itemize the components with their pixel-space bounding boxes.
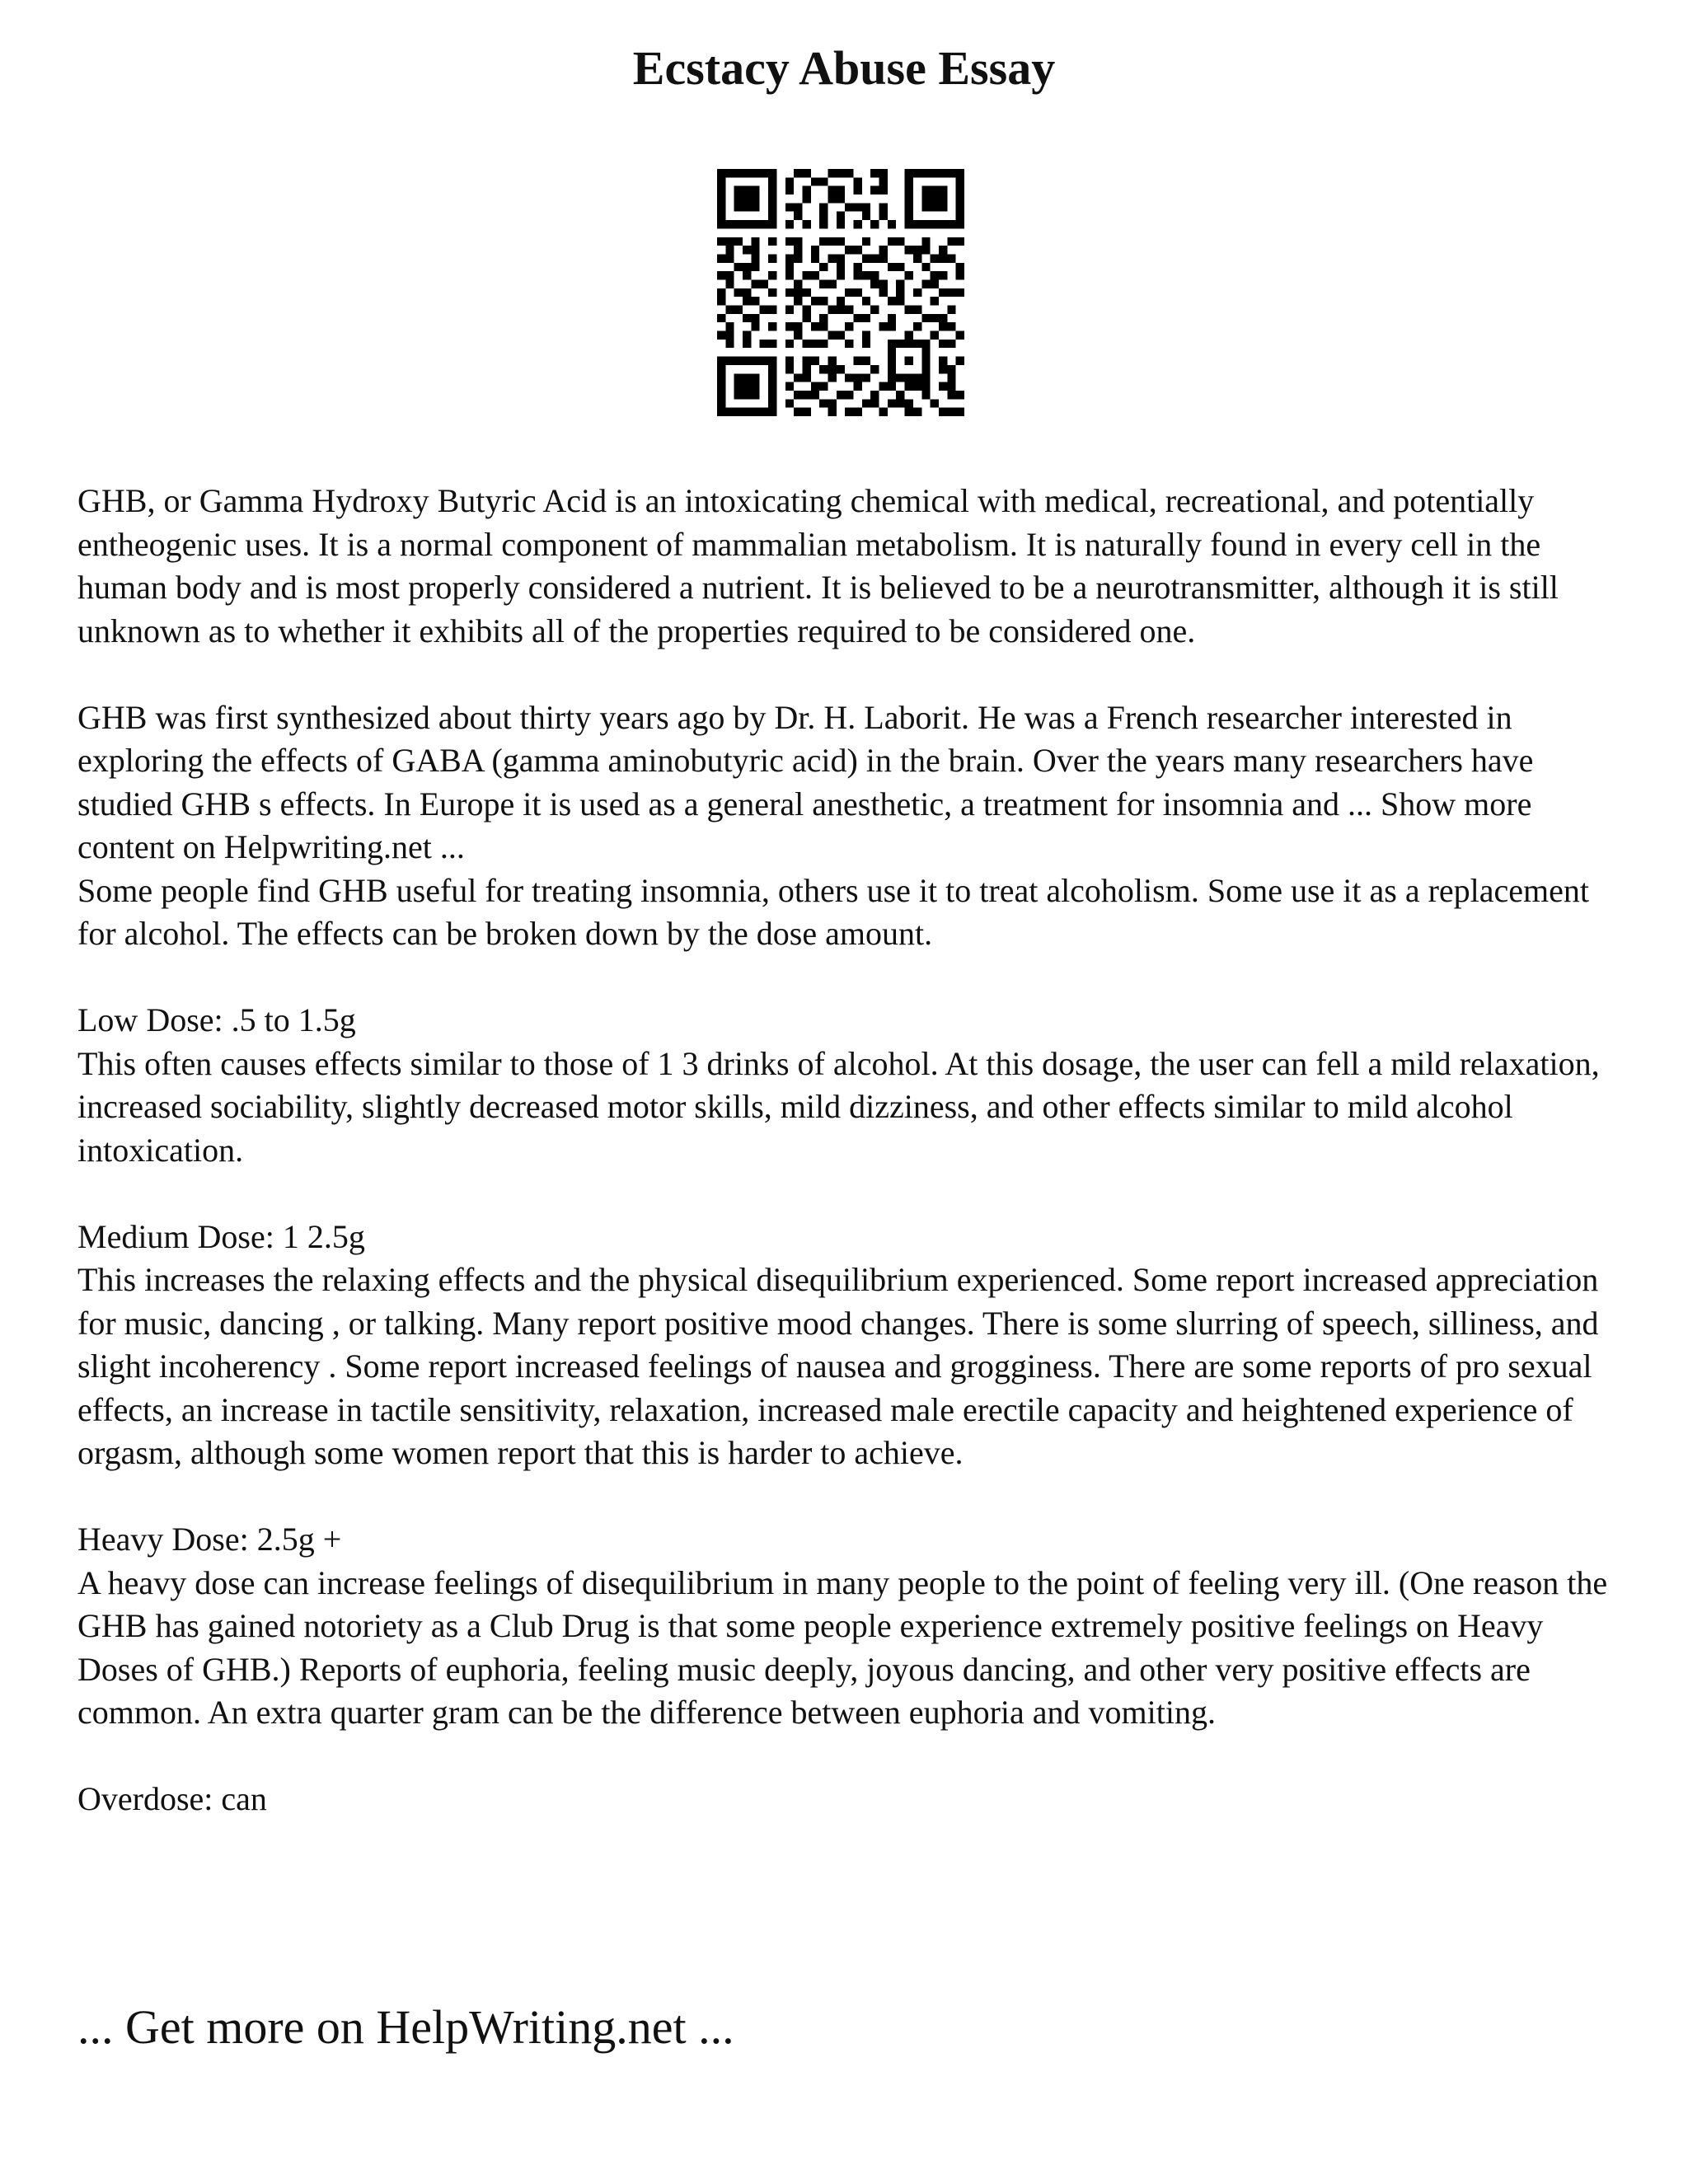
heading-medium-dose: Medium Dose: 1 2.5g [77,1217,365,1255]
paragraph-history: GHB was first synthesized about thirty years ago by Dr. H. Laborit. He was a French researcher interested in exploring the effects of GABA (gamma aminobutyric acid) in the brain. Over the years many researchers have studied GHB s effects. In Europe it is used as a general anesthetic, a treatment for insomnia and ... Show more content on Helpwriting.net ... [77,698,1534,865]
qr-code-icon [717,169,964,416]
paragraph-spacer [77,1735,1627,1779]
paragraph-medium-dose: This increases the relaxing effects and the physical disequilibrium experienced. Some report increased appreciation for music, dancing , or talking. Many report positive mood changes. There is some slurring of speech, silliness, and slight incoherency . Some report increased feelings of nausea and grogginess. There are some reports of pro sexual effects, an increase in tactile sensitivity, relaxation, increased male erectile capacity and heightened experience of orgasm, although some women report that this is harder to achieve. [77,1261,1599,1471]
paragraph-uses: Some people find GHB useful for treating insomnia, others use it to treat alcoholism. Some use it as a replacement for alcohol. The effects can be broken down by the dose amount. [77,871,1590,952]
heading-low-dose: Low Dose: .5 to 1.5g [77,1001,356,1038]
paragraph-low-dose: This often causes effects similar to those of 1 3 drinks of alcohol. At this dosage, the user can fell a mild relaxation, increased sociability, slightly decreased motor skills, mild dizziness, and other effects similar to mild alcohol intoxication. [77,1044,1600,1169]
paragraph-intro: GHB, or Gamma Hydroxy Butyric Acid is an intoxicating chemical with medical, recreational, and potentially entheogenic uses. It is a normal component of mammalian metabolism. It is naturally found in every cell in the human body and is most properly considered a nutrient. It is believed to be a neurotransmitter, although it is still unknown as to whether it exhibits all of the properties required to be considered one. [77,482,1559,649]
paragraph-spacer [77,1475,1627,1519]
paragraph-spacer [77,956,1627,1000]
heading-heavy-dose: Heavy Dose: 2.5g + [77,1521,342,1558]
page-title: Ecstacy Abuse Essay [632,41,1056,95]
get-more-link[interactable]: ... Get more on HelpWriting.net ... [77,2000,734,2054]
qr-code-graphic [717,169,964,416]
paragraph-heavy-dose: A heavy dose can increase feelings of disequilibrium in many people to the point of feeling very ill. (One reason the GHB has gained notoriety as a Club Drug is that some people experience extremely positive feelings on Heavy Doses of GHB.) Reports of euphoria, feeling music deeply, joyous dancing, and other very positive effects are common. An extra quarter gram can be the difference between euphoria and vomiting. [77,1563,1608,1731]
paragraph-spacer [77,653,1627,696]
paragraph-spacer [77,1172,1627,1216]
essay-body [77,480,1627,1821]
heading-overdose: Overdose: can [77,1780,267,1817]
